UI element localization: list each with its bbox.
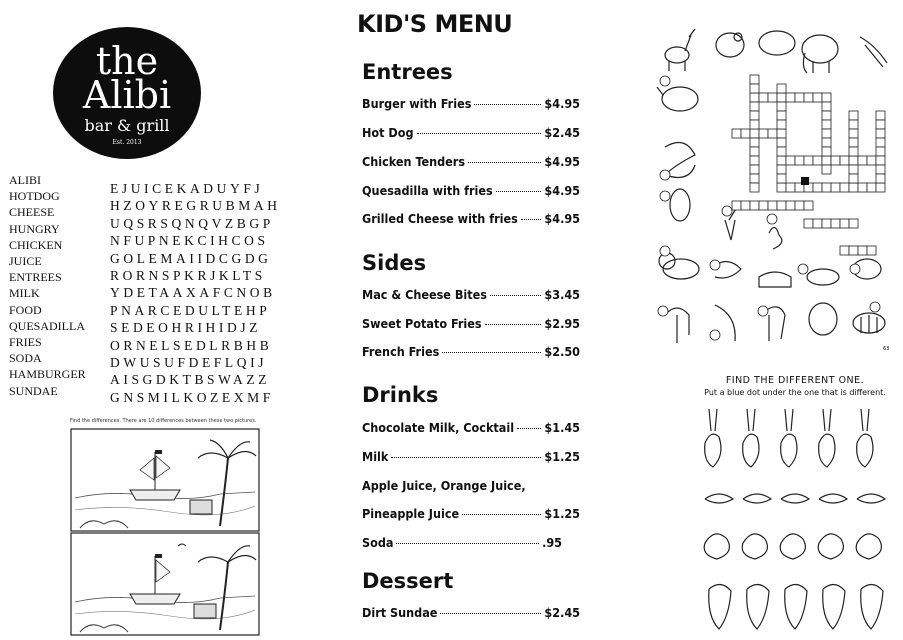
crossword-cell xyxy=(759,129,768,138)
crossword-cell xyxy=(876,183,885,192)
rabbit-figure xyxy=(705,409,721,467)
rabbit-figure xyxy=(743,409,759,467)
animal-crossword xyxy=(655,15,900,360)
crossword-cell xyxy=(831,156,840,165)
grid-row: PNARCEDULTEHP xyxy=(110,302,271,318)
leader-dots xyxy=(417,133,542,134)
leader-dots xyxy=(462,514,541,515)
caterpillar-figure xyxy=(819,494,847,503)
cat-figure xyxy=(861,584,883,629)
crossword-cell xyxy=(777,111,786,120)
crossword-cell xyxy=(876,147,885,156)
crossword-cell xyxy=(867,246,876,255)
word-list-item: FRIES xyxy=(9,335,42,350)
crossword-cell xyxy=(741,201,750,210)
logo-line-4: Est. 2013 xyxy=(112,139,142,146)
crossword-cell xyxy=(813,93,822,102)
crossword-cell xyxy=(876,111,885,120)
menu-item-name: Soda xyxy=(362,535,394,550)
find-different-subtitle: Put a blue dot under the one that is different. xyxy=(704,388,886,397)
section-sides: Sides xyxy=(362,251,427,275)
menu-item-name: French Fries xyxy=(362,344,440,359)
crossword-cell xyxy=(750,165,759,174)
crossword-cell xyxy=(831,183,840,192)
rabbit-figure xyxy=(819,409,835,467)
menu-item-price: $1.45 xyxy=(544,420,580,435)
crossword-cell xyxy=(804,93,813,102)
menu-item-name: Apple Juice, Orange Juice, xyxy=(362,478,526,493)
crossword-cell xyxy=(876,174,885,183)
crossword-cell xyxy=(732,201,741,210)
caterpillar-figure xyxy=(705,494,733,503)
logo-line-1: the xyxy=(95,39,159,83)
word-list-item: QUESADILLA xyxy=(9,318,85,333)
crossword-cell xyxy=(858,183,867,192)
crossword-cell xyxy=(822,147,831,156)
crossword-cell xyxy=(849,111,858,120)
leader-dots xyxy=(391,457,541,458)
crossword-cell xyxy=(750,156,759,165)
crossword-cell xyxy=(813,219,822,228)
crossword-cell xyxy=(804,201,813,210)
menu-item-price: $4.95 xyxy=(544,154,580,169)
menu-title: KID'S MENU xyxy=(357,10,513,38)
crossword-cell xyxy=(777,201,786,210)
crossword-cell xyxy=(741,129,750,138)
grid-row: UQSRSQNQVZBGP xyxy=(110,215,274,231)
menu-item-name: Sweet Potato Fries xyxy=(362,316,482,331)
crossword-cell xyxy=(750,75,759,84)
crossword-cell xyxy=(849,219,858,228)
word-list-item: CHEESE xyxy=(9,205,55,220)
menu-item-price: .95 xyxy=(542,535,562,550)
leader-dots xyxy=(442,352,541,353)
duck-figure xyxy=(856,534,881,559)
crossword-cell xyxy=(759,93,768,102)
menu-item-price: $2.45 xyxy=(544,605,580,620)
crossword-cell xyxy=(777,84,786,93)
crossword-cell xyxy=(750,93,759,102)
crossword-cell xyxy=(777,138,786,147)
duck-figure xyxy=(780,534,805,559)
duck-figure xyxy=(742,534,767,559)
word-list-item: JUICE xyxy=(9,254,42,269)
word-list-item: SODA xyxy=(9,351,42,366)
leader-dots xyxy=(490,295,541,296)
menu-item xyxy=(362,316,580,331)
crossword-cell xyxy=(786,201,795,210)
crossword-cell xyxy=(867,156,876,165)
grid-row: ORNELSEDLRBHB xyxy=(110,337,273,353)
word-list-item: FOOD xyxy=(9,302,42,317)
leader-dots xyxy=(496,191,542,192)
crossword-cell xyxy=(786,156,795,165)
crossword-cell xyxy=(750,102,759,111)
section-dessert: Dessert xyxy=(362,569,454,593)
word-search-word-list xyxy=(9,172,109,399)
crossword-cell xyxy=(804,156,813,165)
crossword-cell xyxy=(867,183,876,192)
crossword-cell xyxy=(768,201,777,210)
leader-dots xyxy=(440,613,541,614)
menu-item-name: Mac & Cheese Bites xyxy=(362,287,487,302)
find-different-illustration xyxy=(695,403,895,640)
menu-item-price: $2.95 xyxy=(544,316,580,331)
leader-dots xyxy=(521,219,542,220)
menu-item xyxy=(362,154,580,169)
crossword-cell xyxy=(768,93,777,102)
find-different-title: FIND THE DIFFERENT ONE. xyxy=(725,375,865,386)
rabbit-figure xyxy=(857,409,873,467)
leader-dots xyxy=(517,428,541,429)
menu-item-price: $3.45 xyxy=(544,287,580,302)
crossword-cell xyxy=(777,183,786,192)
crossword-cell xyxy=(750,120,759,129)
crossword-cell xyxy=(849,138,858,147)
grid-row: RORNSPKRJKLTS xyxy=(110,268,266,284)
word-list-item: HUNGRY xyxy=(9,221,60,236)
crossword-cell xyxy=(750,183,759,192)
spot-caption: Find the differences. There are 10 differences between these two pictures. xyxy=(70,418,257,424)
crossword-cell xyxy=(777,102,786,111)
leader-dots xyxy=(396,543,539,544)
logo-line-3: bar & grill xyxy=(84,116,170,135)
spot-the-difference xyxy=(70,418,260,636)
menu-item-name: Grilled Cheese with fries xyxy=(362,211,518,226)
grid-row: SEDEOHRIHIDJZ xyxy=(110,320,262,336)
word-list-item: MILK xyxy=(9,286,40,301)
grid-row: GOLEMAIIDCGDG xyxy=(110,250,272,266)
crossword-cell xyxy=(813,183,822,192)
crossword-cell xyxy=(858,156,867,165)
pirate-scene-top xyxy=(70,428,260,532)
grid-row: DWUSUFDEFLQIJ xyxy=(110,355,268,371)
word-search-grid xyxy=(110,180,325,406)
crossword-cell xyxy=(849,174,858,183)
find-the-different-one xyxy=(695,375,895,640)
menu-item xyxy=(362,605,580,620)
crossword-cell xyxy=(849,156,858,165)
crossword-cell xyxy=(849,147,858,156)
crossword-cell xyxy=(750,147,759,156)
crossword-cell xyxy=(822,129,831,138)
menu-item xyxy=(362,449,580,464)
crossword-cell xyxy=(750,111,759,120)
duck-figure xyxy=(704,534,729,559)
grid-row: EJUICEKADUYFJ xyxy=(110,181,264,196)
crossword-cell xyxy=(759,201,768,210)
crossword-cell xyxy=(777,156,786,165)
menu-item-name: Chicken Tenders xyxy=(362,154,466,169)
menu-item-price: $1.25 xyxy=(544,449,580,464)
menu-item-price: $4.95 xyxy=(544,183,580,198)
alibi-logo xyxy=(53,27,201,159)
grid-row: NFUPNEKCIHCOS xyxy=(110,233,269,249)
menu-item-name: Burger with Fries xyxy=(362,96,472,111)
crossword-cell xyxy=(795,156,804,165)
crossword-cell xyxy=(822,111,831,120)
word-list-item: CHICKEN xyxy=(9,237,63,252)
caterpillar-figure xyxy=(857,494,885,503)
crossword-cell xyxy=(777,174,786,183)
caterpillar-figure xyxy=(743,494,771,503)
crossword-cell xyxy=(858,246,867,255)
menu-item xyxy=(362,183,580,198)
grid-row: YDETAAXAFCNOB xyxy=(110,285,276,301)
crossword-cell xyxy=(777,129,786,138)
grid-row: GNSMILKOZEXMF xyxy=(110,389,274,405)
menu-item-name: Chocolate Milk, Cocktail xyxy=(362,420,515,435)
crossword-cell xyxy=(876,156,885,165)
crossword-cell xyxy=(777,165,786,174)
crossword-cell xyxy=(768,129,777,138)
crossword-cell xyxy=(876,129,885,138)
crossword-cell xyxy=(840,219,849,228)
crossword-cell xyxy=(750,201,759,210)
crossword-cell xyxy=(822,156,831,165)
grid-row: AISGDKTBSWAZZ xyxy=(110,372,271,388)
crossword-cell xyxy=(750,129,759,138)
crossword-cell xyxy=(822,138,831,147)
crossword-cell xyxy=(786,183,795,192)
menu-item xyxy=(362,344,580,359)
crossword-cell xyxy=(840,246,849,255)
crossword-cell xyxy=(804,219,813,228)
menu-item xyxy=(362,478,580,493)
crossword-cell xyxy=(786,93,795,102)
leader-dots xyxy=(468,162,541,163)
crossword-cell xyxy=(822,93,831,102)
menu-item xyxy=(362,506,580,521)
word-list-item: HOTDOG xyxy=(9,189,60,204)
crossword-cell xyxy=(750,174,759,183)
word-list-item: SUNDAE xyxy=(9,383,58,398)
crossword-cell xyxy=(849,129,858,138)
menu-item xyxy=(362,535,562,550)
leader-dots xyxy=(474,104,541,105)
crossword-cell xyxy=(822,219,831,228)
menu-item-price: $2.45 xyxy=(544,125,580,140)
crossword-cell xyxy=(849,183,858,192)
crossword-cell xyxy=(813,156,822,165)
crossword-cell xyxy=(876,138,885,147)
word-list-item: HAMBURGER xyxy=(9,367,86,382)
menu-item-price: $4.95 xyxy=(544,211,580,226)
crossword-cell xyxy=(876,120,885,129)
menu-item xyxy=(362,96,580,111)
crossword-cell xyxy=(750,84,759,93)
cat-figure xyxy=(747,584,769,629)
page-number: 63 xyxy=(883,346,890,352)
crossword-cell xyxy=(840,156,849,165)
crossword-cell xyxy=(831,219,840,228)
crossword-cell xyxy=(876,165,885,174)
caterpillar-figure xyxy=(781,494,809,503)
crossword-cell xyxy=(849,120,858,129)
logo-line-2: Alibi xyxy=(82,73,172,117)
grid-row: HZOYREGRUBMAH xyxy=(110,198,281,214)
menu-item-name: Hot Dog xyxy=(362,125,414,140)
pirate-scene-bottom xyxy=(70,532,260,636)
menu-item-name: Quesadilla with fries xyxy=(362,183,493,198)
crossword-cell xyxy=(840,183,849,192)
cat-figure xyxy=(709,584,731,629)
menu-item-name: Pineapple Juice xyxy=(362,506,460,521)
crossword-cell xyxy=(822,120,831,129)
crossword-cell xyxy=(822,183,831,192)
crossword-cell xyxy=(732,129,741,138)
menu-item-name: Milk xyxy=(362,449,389,464)
crossword-cell xyxy=(795,201,804,210)
duck-figure xyxy=(818,534,843,559)
menu-item-price: $4.95 xyxy=(544,96,580,111)
cat-figure xyxy=(823,584,845,629)
crossword-cell xyxy=(777,147,786,156)
section-entrees: Entrees xyxy=(362,60,453,84)
menu-item-name: Dirt Sundae xyxy=(362,605,438,620)
word-list-item: ENTREES xyxy=(9,270,62,285)
crossword-cell xyxy=(849,246,858,255)
word-list-item: ALIBI xyxy=(9,173,41,187)
menu-item xyxy=(362,287,580,302)
crossword-cell xyxy=(822,102,831,111)
crossword-cell xyxy=(849,165,858,174)
crossword-cell xyxy=(822,165,831,174)
menu-item xyxy=(362,125,580,140)
rabbit-figure xyxy=(781,409,797,467)
leader-dots xyxy=(485,324,542,325)
crossword-cell xyxy=(777,120,786,129)
menu-item-price: $1.25 xyxy=(544,506,580,521)
crossword-cell xyxy=(777,93,786,102)
menu-item-price: $2.50 xyxy=(544,344,580,359)
crossword-cell xyxy=(795,93,804,102)
menu-item xyxy=(362,420,580,435)
menu-item xyxy=(362,211,580,226)
crossword-cell xyxy=(750,138,759,147)
cat-figure xyxy=(785,584,807,629)
section-drinks: Drinks xyxy=(362,383,439,407)
